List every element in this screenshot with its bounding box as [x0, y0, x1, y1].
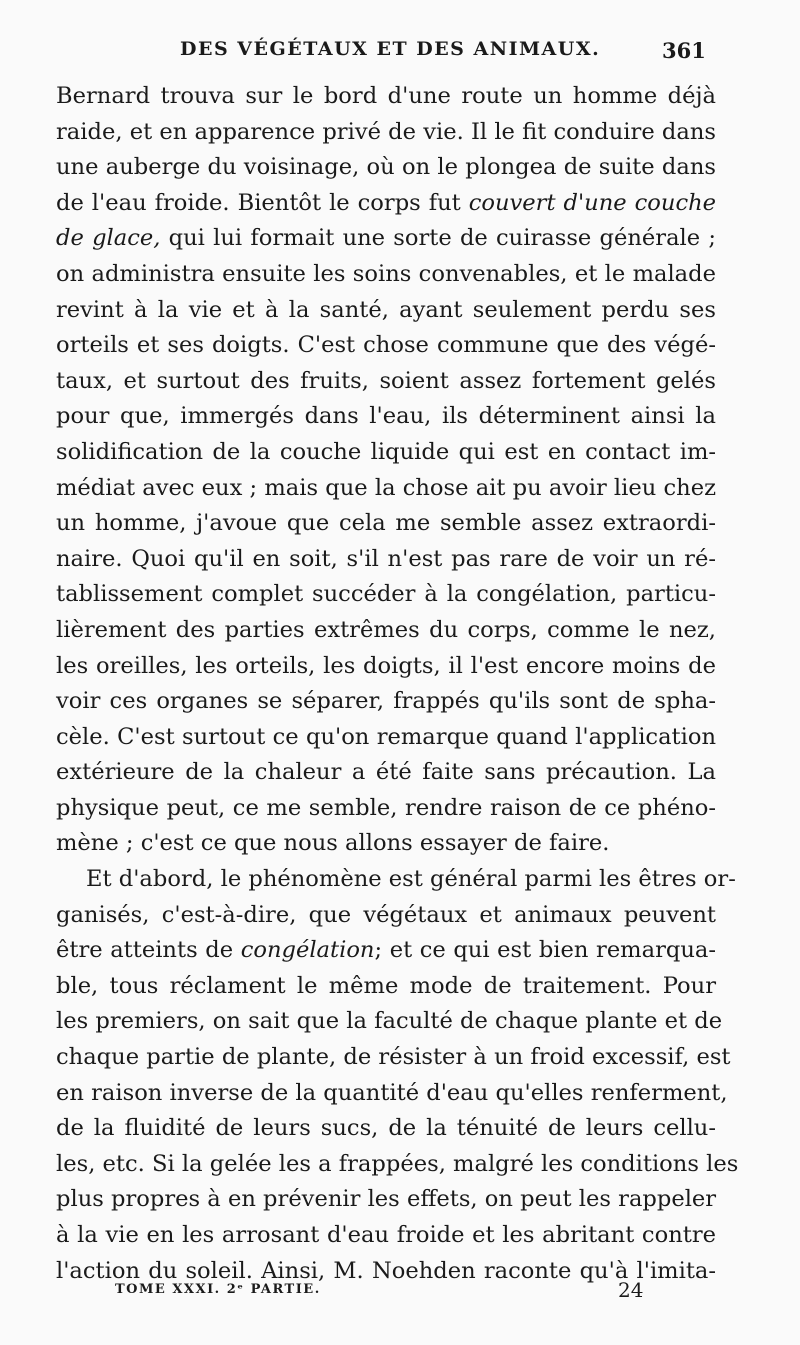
text-line: solidification de la couche liquide qui est en contact im- [56, 438, 716, 465]
text-line: extérieure de la chaleur a été faite sans précaution. La [56, 759, 716, 786]
text-line: pour que, immergés dans l'eau, ils déterminent ainsi la [56, 403, 716, 430]
text-line: en raison inverse de la quantité d'eau qu'elles renferment, [56, 1079, 728, 1106]
text-line: ganisés, c'est-à-dire, que végétaux et animaux peuvent [56, 901, 716, 928]
text-line [56, 933, 716, 969]
text-line: orteils et ses doigts. C'est chose commune que des végé- [56, 332, 716, 359]
page-number: 361 [662, 38, 706, 63]
text-line: lièrement des parties extrêmes du corps, comme le nez, [56, 616, 716, 643]
running-head [0, 38, 800, 72]
text-line: les premiers, on sait que la faculté de chaque plante et de [56, 1008, 723, 1035]
sheet-number: 24 [618, 1278, 644, 1302]
text-line: les, etc. Si la gelée les a frappées, malgré les conditions les [56, 1150, 739, 1177]
text-segment: être atteints de [56, 937, 234, 964]
italic-phrase: couvert d'une couche [468, 189, 717, 216]
text-line: ble, tous réclament le même mode de traitement. Pour [56, 972, 716, 999]
text-line: naire. Quoi qu'il en soit, s'il n'est pas rare de voir un ré- [56, 545, 716, 572]
text-line: taux, et surtout des fruits, soient assez fortement gelés [56, 367, 716, 394]
running-title: DES VÉGÉTAUX ET DES ANIMAUX. [180, 38, 601, 60]
text-line: l'action du soleil. Ainsi, M. Noehden raconte qu'à l'imita- [56, 1257, 716, 1284]
text-line: à la vie en les arrosant d'eau froide et les abritant contre [56, 1222, 716, 1248]
text-line: un homme, j'avoue que cela me semble assez extraordi- [56, 510, 716, 537]
signature-mark: TOME XXXI. 2ᵉ PARTIE. [115, 1282, 321, 1297]
text-line [56, 186, 716, 222]
text-line: raide, et en apparence privé de vie. Il le fit conduire dans [56, 118, 716, 145]
italic-phrase: de glace, [56, 225, 161, 252]
text-line: de la fluidité de leurs sucs, de la ténuité de leurs cellu- [56, 1115, 716, 1142]
text-line: les oreilles, les orteils, les doigts, il l'est encore moins de [56, 652, 716, 679]
italic-phrase: congélation [240, 937, 375, 964]
text-line: plus propres à en prévenir les effets, on peut les rappeler [56, 1186, 717, 1213]
text-segment: qui lui formait une sorte de cuirasse générale ; [160, 225, 716, 252]
text-line: une auberge du voisinage, où on le plongea de suite dans [56, 154, 716, 181]
text-line: Bernard trouva sur le bord d'une route un homme déjà [56, 83, 716, 109]
text-line: on administra ensuite les soins convenables, et le malade [56, 260, 716, 287]
text-line [56, 221, 716, 257]
text-line: physique peut, ce me semble, rendre raison de ce phéno- [56, 794, 716, 821]
body-text [56, 79, 739, 1289]
paragraph-first-line: Et d'abord, le phénomène est général parmi les êtres or- [86, 866, 736, 893]
text-line: voir ces organes se séparer, frappés qu'ils sont de spha- [56, 688, 716, 715]
text-line: tablissement complet succéder à la congélation, particu- [56, 581, 716, 608]
text-segment: ; et ce qui est bien remarqua- [374, 937, 716, 964]
text-line: revint à la vie et à la santé, ayant seulement perdu ses [56, 296, 716, 323]
text-line: médiat avec eux ; mais que la chose ait pu avoir lieu chez [56, 474, 716, 501]
text-line: cèle. C'est surtout ce qu'on remarque quand l'application [56, 723, 716, 750]
text-line: chaque partie de plante, de résister à un froid excessif, est [56, 1044, 731, 1071]
text-line: mène ; c'est ce que nous allons essayer de faire. [56, 830, 610, 857]
page-footer [0, 1278, 800, 1308]
text-segment: de l'eau froide. Bientôt le corps fut [56, 189, 461, 216]
